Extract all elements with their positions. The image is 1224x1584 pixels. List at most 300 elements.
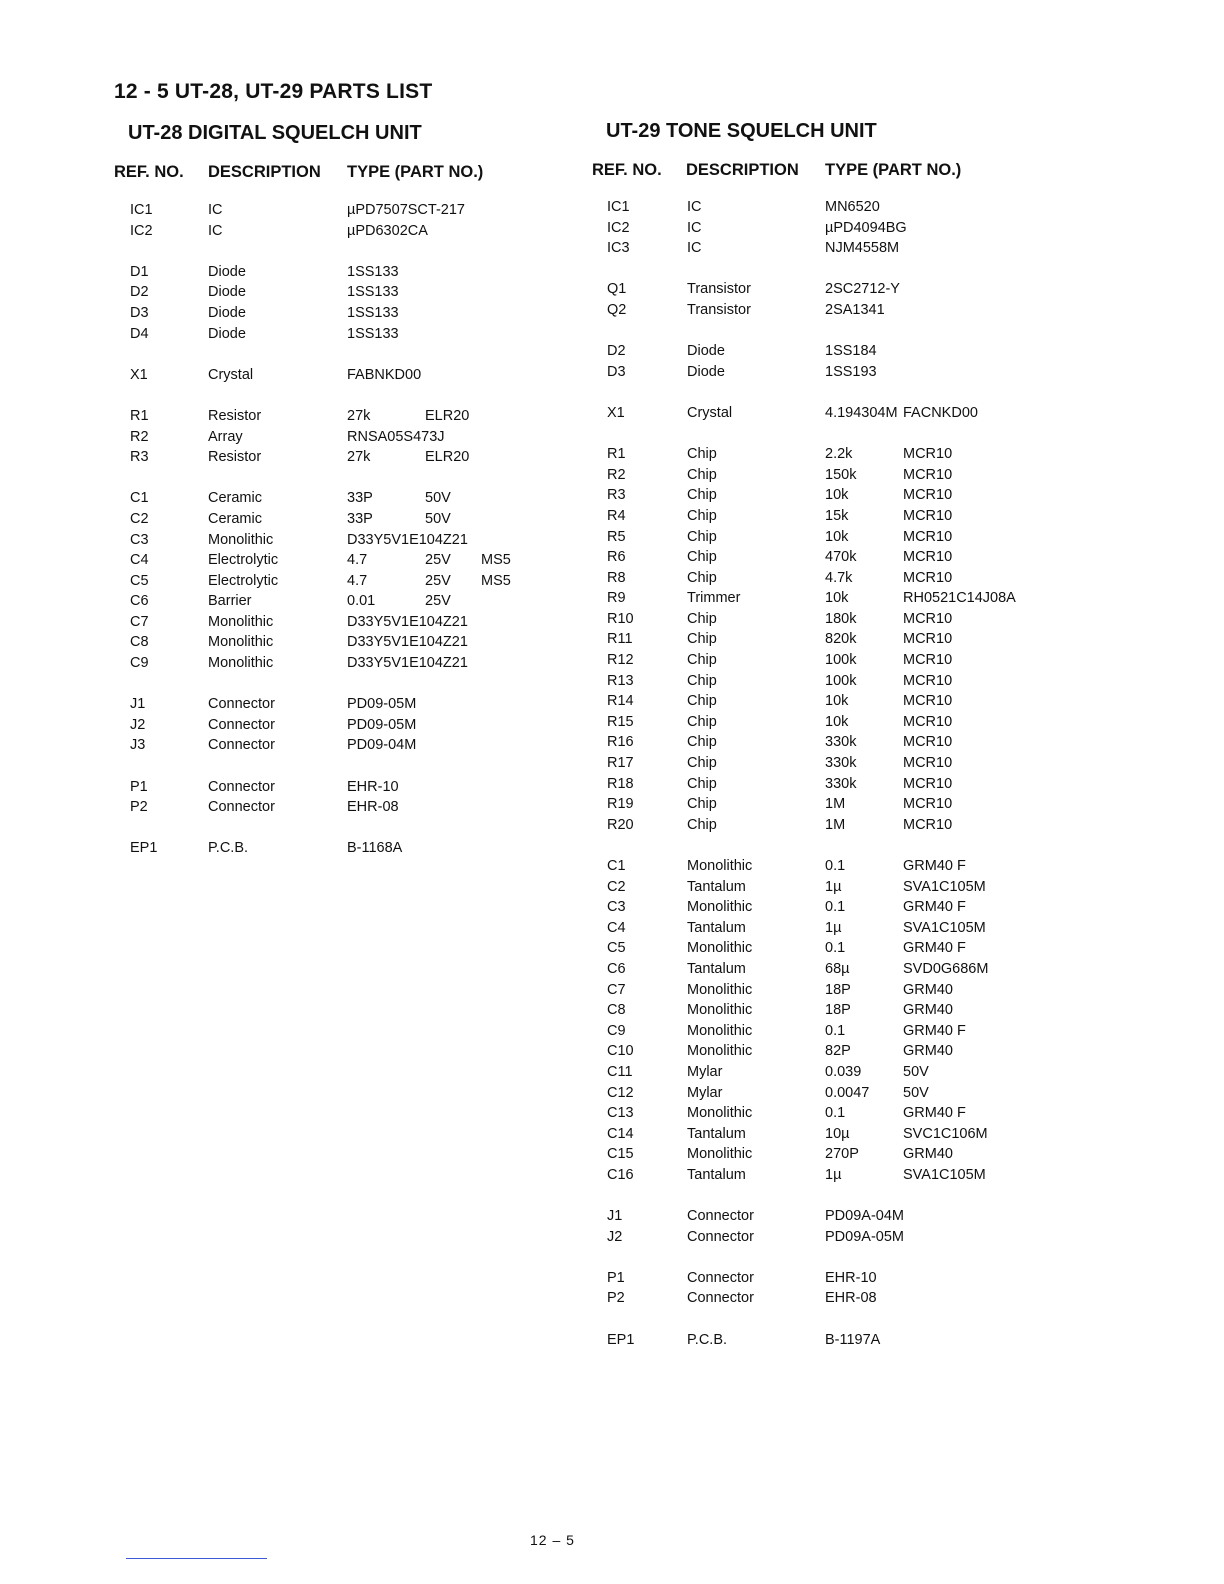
type-extra: MS5 <box>481 552 511 569</box>
ref-no: R11 <box>607 631 633 648</box>
ref-no: R13 <box>607 672 634 689</box>
type-value: 4.7k <box>825 569 853 586</box>
type-spec: MCR10 <box>903 713 953 730</box>
ref-no: D3 <box>130 304 149 321</box>
description: Chip <box>687 816 717 833</box>
type-value: 0.01 <box>347 593 376 610</box>
ref-no: R8 <box>607 569 626 586</box>
type-value: 1SS133 <box>347 263 399 280</box>
parts-row <box>607 485 1047 506</box>
type-value: 1µ <box>825 1166 842 1183</box>
parts-row <box>128 694 548 715</box>
type-value: PD09A-04M <box>825 1208 904 1225</box>
ref-no: C4 <box>607 919 626 936</box>
parts-row <box>607 856 1047 877</box>
type-value: MN6520 <box>825 199 880 215</box>
parts-row <box>607 938 1047 959</box>
type-spec: GRM40 <box>903 1002 953 1019</box>
ut28-title: UT-28 DIGITAL SQUELCH UNIT <box>128 122 422 144</box>
type-value: B-1168A <box>347 840 403 857</box>
ref-no: J2 <box>130 716 146 733</box>
parts-row <box>128 530 548 551</box>
row-spacer <box>607 424 1047 445</box>
type-spec: GRM40 F <box>903 899 966 916</box>
type-value: 100k <box>825 672 857 689</box>
parts-row <box>607 362 1047 383</box>
type-value: 0.1 <box>825 940 846 957</box>
description: IC <box>208 202 223 218</box>
type-spec: MCR10 <box>903 755 953 772</box>
type-spec: 50V <box>903 1084 929 1101</box>
ref-no: R1 <box>607 446 626 463</box>
type-spec: 50V <box>425 510 451 527</box>
description: Array <box>208 428 243 445</box>
ref-no: R10 <box>607 610 634 627</box>
type-spec: MCR10 <box>903 631 953 648</box>
description: Tantalum <box>687 960 746 977</box>
parts-row <box>607 918 1047 939</box>
description: Chip <box>687 713 717 730</box>
type-value: EHR-10 <box>347 778 399 795</box>
type-value: 100k <box>825 652 857 669</box>
description: Crystal <box>687 404 733 421</box>
parts-row <box>128 324 548 345</box>
ref-no: C8 <box>607 1002 626 1019</box>
description: Monolithic <box>208 613 274 630</box>
description: Diode <box>208 263 246 280</box>
type-spec: MCR10 <box>903 549 953 566</box>
parts-row <box>607 629 1047 650</box>
description: Crystal <box>208 366 254 383</box>
description: Monolithic <box>687 981 753 998</box>
type-value: 150k <box>825 466 857 483</box>
ref-no: R12 <box>607 652 634 669</box>
description: Connector <box>208 799 275 816</box>
ref-no: C6 <box>607 960 626 977</box>
parts-row <box>128 612 548 633</box>
type-spec: SVA1C105M <box>903 919 986 936</box>
type-value: 270P <box>825 1146 859 1163</box>
type-spec: SVA1C105M <box>903 878 986 895</box>
type-spec: MCR10 <box>903 796 953 813</box>
ref-no: C9 <box>130 655 149 672</box>
parts-row <box>607 774 1047 795</box>
description: Diode <box>687 343 725 360</box>
type-spec: MCR10 <box>903 528 953 545</box>
description: Diode <box>208 284 246 301</box>
description: Connector <box>208 737 275 754</box>
type-value: B-1197A <box>825 1331 881 1348</box>
row-spacer <box>607 382 1047 403</box>
type-value: PD09-05M <box>347 716 417 733</box>
description: Transistor <box>687 281 751 298</box>
type-value: 1SS133 <box>347 284 399 301</box>
parts-row <box>607 444 1047 465</box>
type-value: RNSA05S473J <box>347 428 445 445</box>
parts-row <box>607 815 1047 836</box>
ref-no: D3 <box>607 363 626 380</box>
type-value: EHR-10 <box>825 1269 877 1286</box>
parts-row <box>128 200 548 221</box>
parts-row <box>128 447 548 468</box>
parts-row <box>607 506 1047 527</box>
type-value: D33Y5V1E104Z21 <box>347 531 468 548</box>
type-value: 1SS193 <box>825 363 877 380</box>
row-spacer <box>607 259 1047 280</box>
parts-row <box>607 527 1047 548</box>
ref-no: C4 <box>130 552 149 569</box>
parts-row <box>607 1268 1047 1289</box>
description: P.C.B. <box>208 840 249 857</box>
ref-no: IC3 <box>607 240 630 257</box>
type-value: 10k <box>825 590 849 607</box>
parts-row <box>607 753 1047 774</box>
type-spec: SVC1C106M <box>903 1125 988 1142</box>
type-spec: SVD0G686M <box>903 960 989 977</box>
type-spec: MCR10 <box>903 610 953 627</box>
ref-no: P2 <box>607 1290 625 1307</box>
ref-no: C2 <box>607 878 626 895</box>
ref-no: R1 <box>130 407 149 424</box>
parts-row <box>607 279 1047 300</box>
type-value: 1µ <box>825 878 842 895</box>
type-spec: MCR10 <box>903 693 953 710</box>
description: Chip <box>687 466 717 483</box>
type-spec: GRM40 F <box>903 1105 966 1122</box>
parts-row <box>607 1103 1047 1124</box>
type-spec: GRM40 F <box>903 940 966 957</box>
parts-row <box>128 838 548 859</box>
row-spacer <box>128 756 548 777</box>
ref-no: R3 <box>130 449 149 466</box>
type-spec: MCR10 <box>903 466 953 483</box>
ref-no: C15 <box>607 1146 634 1163</box>
parts-row <box>128 262 548 283</box>
ref-no: J3 <box>130 737 146 754</box>
row-spacer <box>128 674 548 695</box>
parts-row <box>607 1288 1047 1309</box>
description: Chip <box>687 755 717 772</box>
description: Connector <box>687 1269 754 1286</box>
parts-row <box>607 588 1047 609</box>
parts-row <box>607 1124 1047 1145</box>
row-spacer <box>128 385 548 406</box>
type-spec: MCR10 <box>903 569 953 586</box>
description: Monolithic <box>687 1146 753 1163</box>
type-value: µPD4094BG <box>825 219 907 236</box>
description: Connector <box>208 778 275 795</box>
ref-no: C9 <box>607 1022 626 1039</box>
parts-row <box>607 568 1047 589</box>
type-value: µPD6302CA <box>347 222 428 239</box>
parts-row <box>128 221 548 242</box>
ref-no: R20 <box>607 816 634 833</box>
parts-row <box>607 1165 1047 1186</box>
type-spec: MCR10 <box>903 507 953 524</box>
ref-no: C8 <box>130 634 149 651</box>
description: IC <box>208 222 223 239</box>
description: Monolithic <box>687 1022 753 1039</box>
type-value: FABNKD00 <box>347 366 422 383</box>
type-spec: ELR20 <box>425 407 470 424</box>
ref-no: P1 <box>607 1269 625 1286</box>
description: Chip <box>687 569 717 586</box>
ut28-header-description: DESCRIPTION <box>208 163 321 181</box>
parts-row <box>607 547 1047 568</box>
type-value: D33Y5V1E104Z21 <box>347 634 468 651</box>
type-value: 1SS184 <box>825 343 877 360</box>
type-value: 33P <box>347 510 373 527</box>
description: Monolithic <box>687 1002 753 1019</box>
parts-row <box>128 571 548 592</box>
description: Chip <box>687 487 717 504</box>
ref-no: R2 <box>607 466 626 483</box>
ref-no: IC1 <box>607 199 630 215</box>
ref-no: R3 <box>607 487 626 504</box>
description: Monolithic <box>208 531 274 548</box>
parts-row <box>607 341 1047 362</box>
type-value: 0.039 <box>825 1063 862 1080</box>
type-value: EHR-08 <box>347 799 399 816</box>
description: Connector <box>687 1208 754 1225</box>
ut28-header-type: TYPE (PART NO.) <box>347 163 484 181</box>
type-value: 27k <box>347 407 371 424</box>
parts-row <box>128 550 548 571</box>
ref-no: C7 <box>607 981 626 998</box>
type-spec: MCR10 <box>903 734 953 751</box>
type-value: 10k <box>825 487 849 504</box>
type-value: 4.7 <box>347 572 368 589</box>
type-spec: FACNKD00 <box>903 404 978 421</box>
type-spec: GRM40 F <box>903 1022 966 1039</box>
type-spec: 25V <box>425 572 451 589</box>
type-value: 1SS133 <box>347 325 399 342</box>
type-value: µPD7507SCT-217 <box>347 202 465 218</box>
parts-row <box>128 509 548 530</box>
ref-no: C16 <box>607 1166 634 1183</box>
row-spacer <box>128 468 548 489</box>
description: Monolithic <box>208 655 274 672</box>
description: Monolithic <box>687 899 753 916</box>
type-value: 68µ <box>825 960 850 977</box>
parts-row <box>607 300 1047 321</box>
ut28-parts-table <box>128 200 548 859</box>
type-value: 33P <box>347 490 373 507</box>
parts-row <box>607 1330 1047 1351</box>
ref-no: Q2 <box>607 301 627 318</box>
type-spec: GRM40 <box>903 981 953 998</box>
ref-no: R4 <box>607 507 626 524</box>
parts-row <box>607 1062 1047 1083</box>
description: IC <box>687 219 702 236</box>
parts-row <box>607 238 1047 259</box>
type-value: 15k <box>825 507 849 524</box>
type-spec: 50V <box>903 1063 929 1080</box>
ref-no: D2 <box>607 343 626 360</box>
description: Chip <box>687 549 717 566</box>
row-spacer <box>607 835 1047 856</box>
parts-row <box>607 609 1047 630</box>
type-spec: RH0521C14J08A <box>903 590 1016 607</box>
type-value: EHR-08 <box>825 1290 877 1307</box>
ref-no: P1 <box>130 778 148 795</box>
type-value: 2.2k <box>825 446 853 463</box>
type-value: 4.194304M <box>825 404 898 421</box>
description: Monolithic <box>687 1105 753 1122</box>
type-spec: GRM40 <box>903 1043 953 1060</box>
description: Trimmer <box>687 590 741 607</box>
type-value: 0.1 <box>825 1022 846 1039</box>
parts-row <box>128 653 548 674</box>
ref-no: P2 <box>130 799 148 816</box>
parts-row <box>128 632 548 653</box>
type-value: 18P <box>825 1002 851 1019</box>
description: Connector <box>208 716 275 733</box>
type-spec: SVA1C105M <box>903 1166 986 1183</box>
parts-row <box>607 691 1047 712</box>
ref-no: C10 <box>607 1043 634 1060</box>
ut29-header-ref: REF. NO. <box>592 161 662 179</box>
description: Monolithic <box>687 1043 753 1060</box>
ref-no: D1 <box>130 263 149 280</box>
ref-no: R17 <box>607 755 634 772</box>
type-value: PD09-05M <box>347 696 417 713</box>
description: Chip <box>687 775 717 792</box>
type-value: 82P <box>825 1043 851 1060</box>
ref-no: C3 <box>607 899 626 916</box>
ref-no: J1 <box>130 696 146 713</box>
ref-no: C12 <box>607 1084 634 1101</box>
type-value: 10k <box>825 713 849 730</box>
type-spec: MCR10 <box>903 446 953 463</box>
description: Chip <box>687 446 717 463</box>
ref-no: C13 <box>607 1105 634 1122</box>
type-value: 330k <box>825 755 857 772</box>
type-value: 180k <box>825 610 857 627</box>
description: Monolithic <box>208 634 274 651</box>
ref-no: D2 <box>130 284 149 301</box>
type-value: 1µ <box>825 919 842 936</box>
row-spacer <box>607 321 1047 342</box>
description: Monolithic <box>687 858 753 874</box>
row-spacer <box>607 1247 1047 1268</box>
type-value: 2SA1341 <box>825 301 885 318</box>
type-value: 10k <box>825 693 849 710</box>
ref-no: J1 <box>607 1208 623 1225</box>
description: P.C.B. <box>687 1331 728 1348</box>
description: Tantalum <box>687 919 746 936</box>
ut29-header-type: TYPE (PART NO.) <box>825 161 962 179</box>
ref-no: R14 <box>607 693 634 710</box>
page-number: 12 – 5 <box>530 1532 575 1548</box>
ref-no: R5 <box>607 528 626 545</box>
type-value: 0.1 <box>825 1105 846 1122</box>
ref-no: X1 <box>130 366 148 383</box>
type-value: D33Y5V1E104Z21 <box>347 655 468 672</box>
parts-row <box>607 650 1047 671</box>
parts-row <box>607 794 1047 815</box>
type-value: 2SC2712-Y <box>825 281 900 298</box>
description: IC <box>687 240 702 257</box>
ref-no: R16 <box>607 734 634 751</box>
parts-row <box>128 406 548 427</box>
ref-no: R6 <box>607 549 626 566</box>
description: Connector <box>208 696 275 713</box>
description: Chip <box>687 693 717 710</box>
ref-no: X1 <box>607 404 625 421</box>
parts-row <box>128 427 548 448</box>
row-spacer <box>128 344 548 365</box>
type-spec: 50V <box>425 490 451 507</box>
type-spec: 25V <box>425 593 451 610</box>
description: Mylar <box>687 1084 723 1101</box>
type-value: 0.1 <box>825 858 846 874</box>
description: Tantalum <box>687 878 746 895</box>
description: Monolithic <box>687 940 753 957</box>
description: Chip <box>687 796 717 813</box>
description: IC <box>687 199 702 215</box>
type-value: 1M <box>825 796 846 813</box>
ref-no: C1 <box>607 858 626 874</box>
description: Ceramic <box>208 490 262 507</box>
ut29-parts-table <box>607 197 1047 1350</box>
description: Chip <box>687 652 717 669</box>
parts-row <box>607 980 1047 1001</box>
description: Electrolytic <box>208 552 279 569</box>
ref-no: D4 <box>130 325 149 342</box>
type-spec: MCR10 <box>903 775 953 792</box>
ref-no: C1 <box>130 490 149 507</box>
parts-row <box>607 197 1047 218</box>
description: Mylar <box>687 1063 723 1080</box>
description: Diode <box>208 304 246 321</box>
type-spec: MCR10 <box>903 816 953 833</box>
parts-row <box>128 303 548 324</box>
parts-row <box>128 777 548 798</box>
parts-row <box>607 671 1047 692</box>
description: Chip <box>687 528 717 545</box>
parts-row <box>607 1000 1047 1021</box>
parts-row <box>607 1021 1047 1042</box>
row-spacer <box>128 241 548 262</box>
ref-no: R18 <box>607 775 634 792</box>
ref-no: R19 <box>607 796 634 813</box>
type-value: 470k <box>825 549 857 566</box>
parts-row <box>607 1144 1047 1165</box>
ref-no: C11 <box>607 1063 633 1080</box>
type-extra: MS5 <box>481 572 511 589</box>
type-value: 10µ <box>825 1125 850 1142</box>
ref-no: R9 <box>607 590 626 607</box>
description: Resistor <box>208 407 262 424</box>
parts-row <box>128 715 548 736</box>
type-value: NJM4558M <box>825 240 900 257</box>
description: Resistor <box>208 449 262 466</box>
type-value: 820k <box>825 631 857 648</box>
description: Diode <box>687 363 725 380</box>
description: Chip <box>687 610 717 627</box>
parts-row <box>607 712 1047 733</box>
type-spec: 25V <box>425 552 451 569</box>
ref-no: C14 <box>607 1125 634 1142</box>
parts-row <box>607 1041 1047 1062</box>
type-spec: GRM40 <box>903 1146 953 1163</box>
ref-no: C3 <box>130 531 149 548</box>
ref-no: C5 <box>130 572 149 589</box>
type-value: 4.7 <box>347 552 368 569</box>
ref-no: IC2 <box>607 219 630 236</box>
description: Chip <box>687 672 717 689</box>
